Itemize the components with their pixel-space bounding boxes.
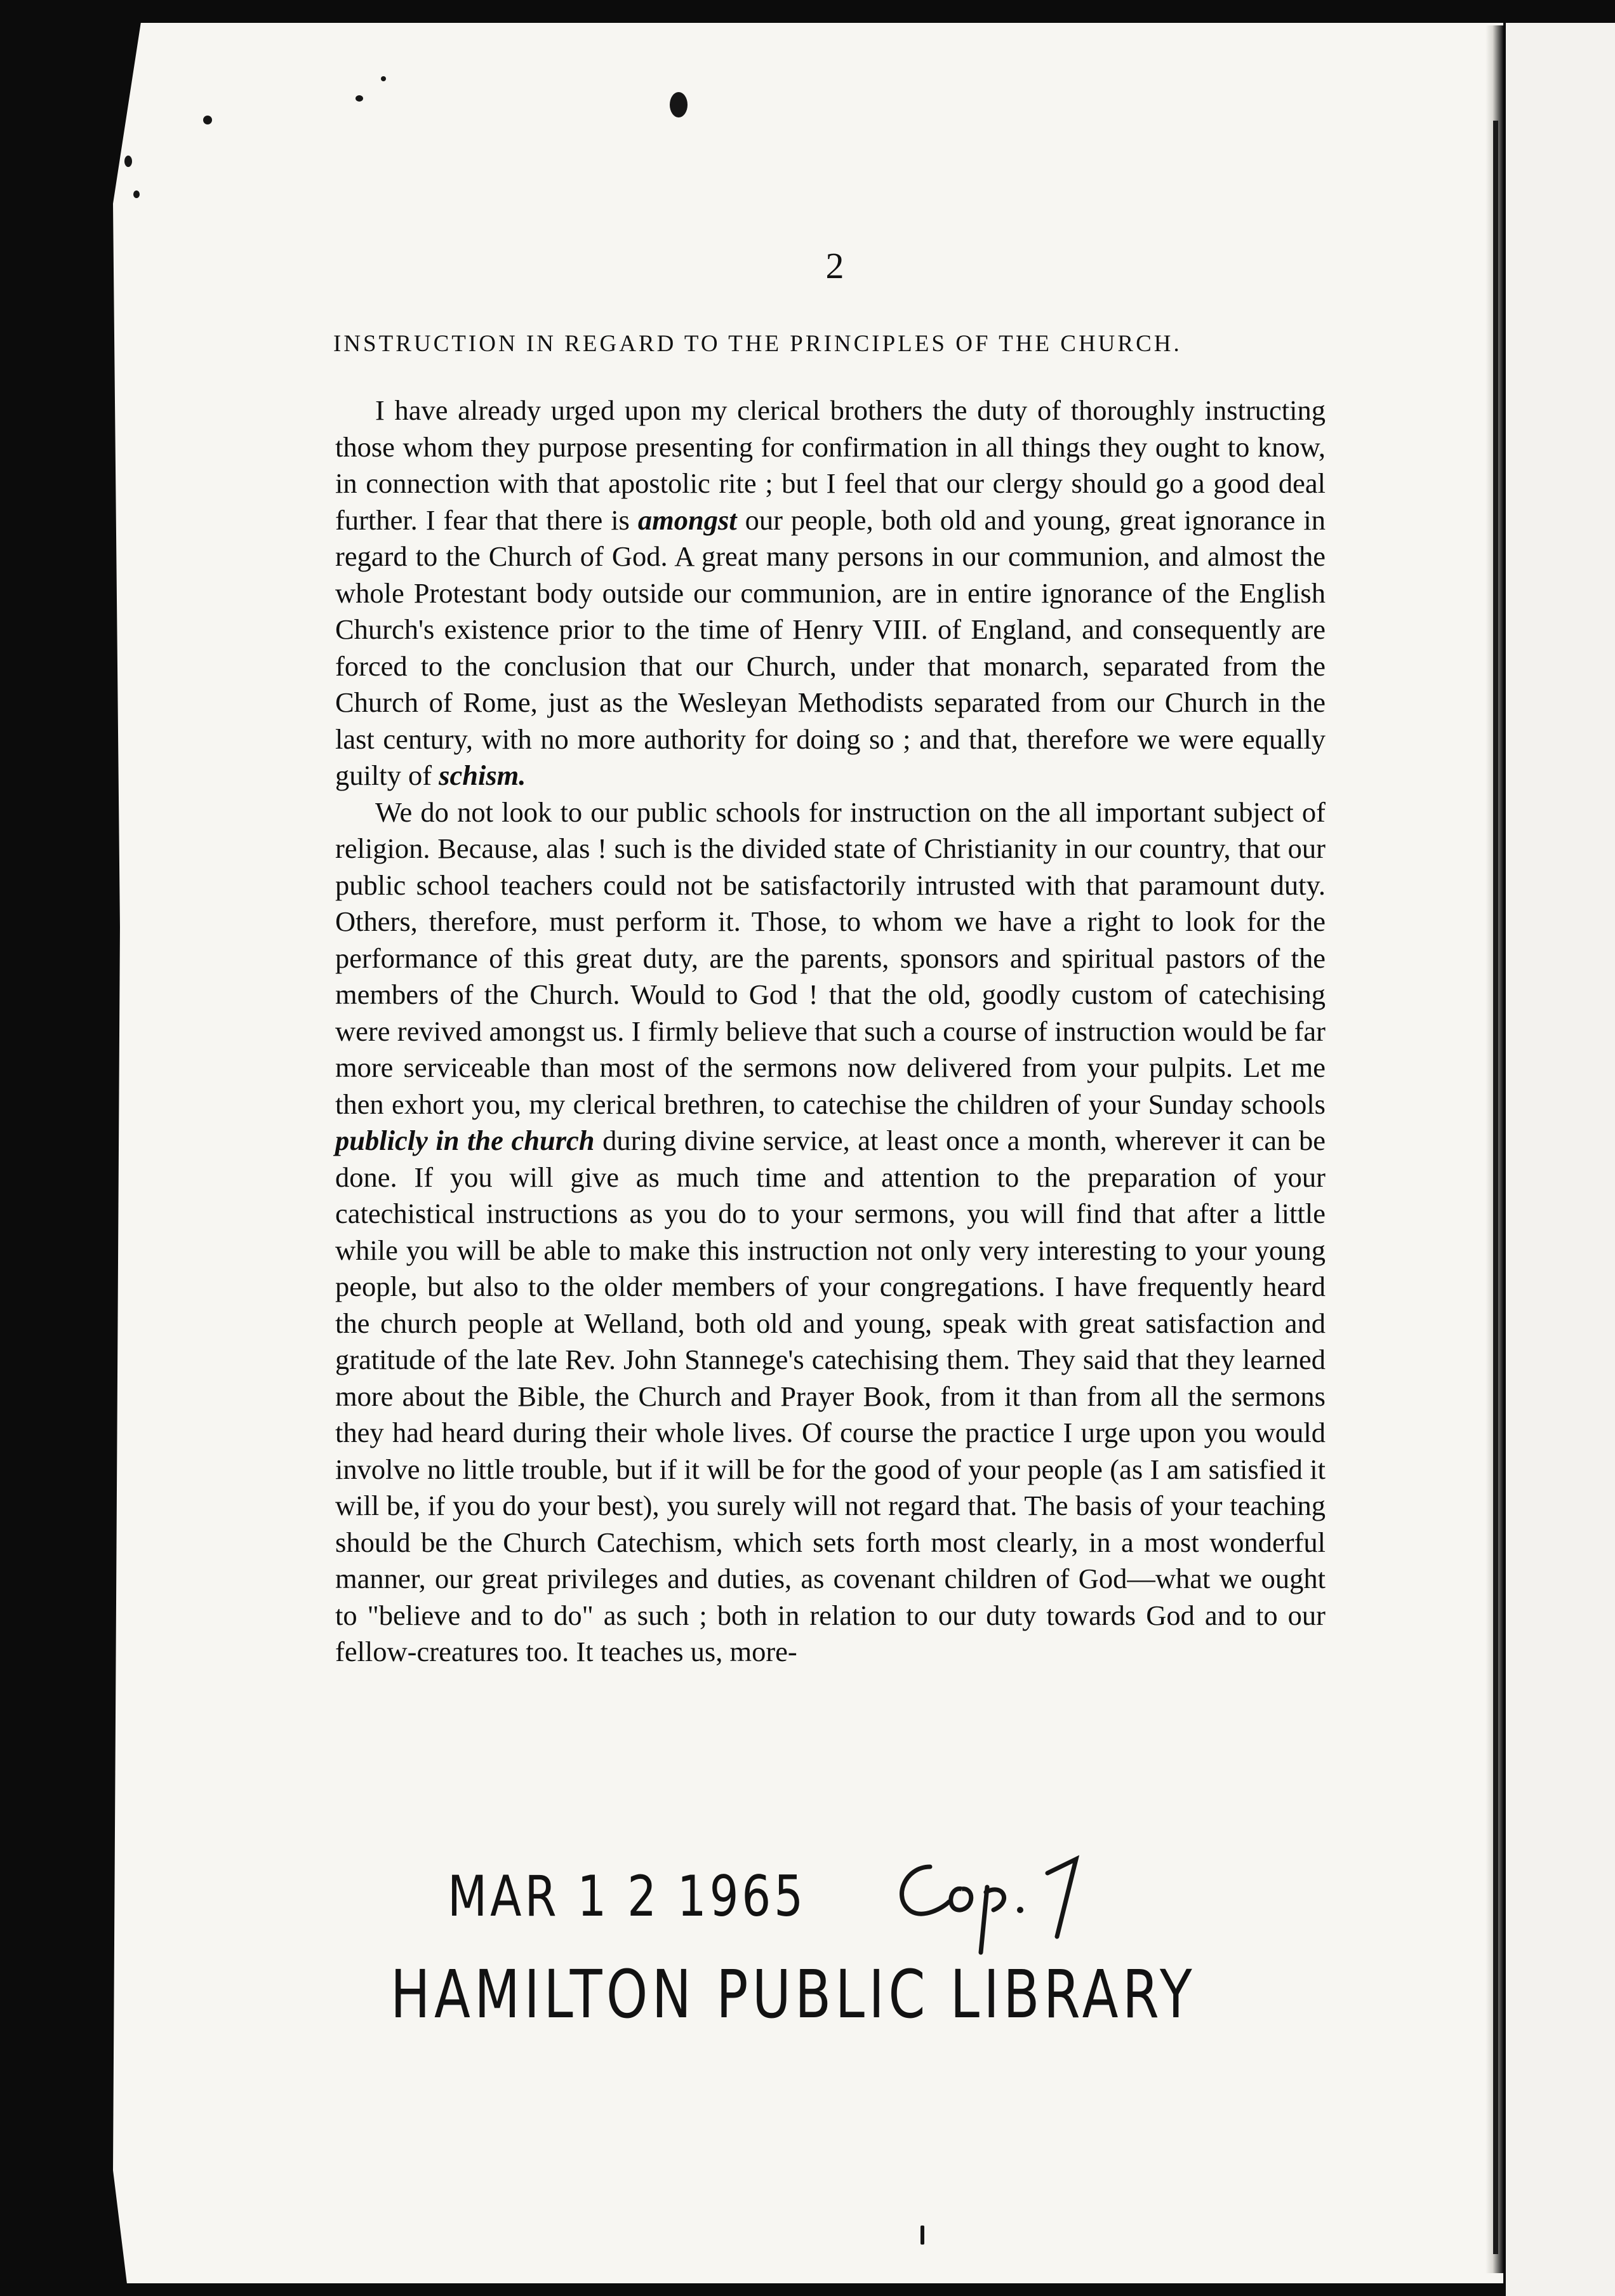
ink-speck (670, 92, 688, 117)
paragraph-1-text-a: I have already urged upon my clerical brothers the duty of thoroughly instructing those whom they purpose presenting for confirmation in all things they ought to know, in connection with that apostolic rite ; but I feel that our clergy should go a good deal further. I fear that there is (335, 394, 1326, 536)
gutter-line (1493, 121, 1498, 2254)
page-number: 2 (825, 245, 844, 286)
paragraph-1-emphasis-schism: schism. (439, 759, 526, 791)
adjacent-page-edge (1506, 23, 1615, 2296)
ink-speck (356, 95, 363, 102)
paragraph-2 (335, 794, 1326, 1671)
library-name-stamp: HAMILTON PUBLIC LIBRARY (390, 1956, 1197, 2033)
ink-speck (203, 116, 212, 124)
handwritten-copy-note (886, 1841, 1114, 1962)
paragraph-2-text-b: during divine service, at least once a month, wherever it can be done. If you will give as much time and attention to the preparation of your catechistical instructions as you do to your sermons, you will find that after a little while you will be able to make this instruction not only very interesting to your young people, but also to the older members of your congregations. I have frequently heard the church people at Welland, both old and young, speak with great satisfaction and gratitude of the late Rev. John Stannege's catechising them. They said that they learned more about the Bible, the Church and Prayer Book, from it than from all the sermons they had heard during their whole lives. Of course the practice I urge upon you would involve no little trouble, but if it will be for the good of your people (as I am satisfied it will be, if you do your best), you surely will not regard that. The basis of your teaching should be the Church Catechism, which sets forth most clearly, in a most wonderful manner, our great privileges and duties, as covenant children of God—what we ought to "believe and to do" as such ; both in relation to our duty towards God and to our fellow-creatures too. It teaches us, more- (335, 1125, 1326, 1667)
paragraph-2-text-a: We do not look to our public schools for instruction on the all important subject of religion. Because, alas ! such is the divided state of Christianity in our country, that our public school teachers could not be satisfactorily intrusted with that paramount duty. Others, therefore, must perform it. Those, to whom we have a right to look for the performance of this great duty, are the parents, sponsors and spiritual pastors of the members of the Church. Would to God ! that the old, goodly custom of catechising were revived amongst us. I firmly believe that such a course of instruction would be far more serviceable than most of the sermons now delivered from your pulpits. Let me then exhort you, my clerical brethren, to catechise the children of your Sunday schools (335, 796, 1326, 1120)
paragraph-1-text-b: our people, both old and young, great ignorance in regard to the Church of God. A great many persons in our communion, and almost the whole Protestant body outside our communion, are in entire ignorance of the English Church's existence prior to the time of Henry VIII. of England, and consequently are forced to the conclusion that our Church, under that monarch, separated from the Church of Rome, just as the Wesleyan Methodists separated from our Church in the last century, with no more authority for doing so ; and that, therefore we were equally guilty of (335, 504, 1326, 791)
section-heading: INSTRUCTION IN REGARD TO THE PRINCIPLES OF THE CHURCH. (333, 331, 1182, 357)
paragraph-1-emphasis-amongst: amongst (637, 504, 737, 536)
library-date-stamp: MAR 1 2 1965 (448, 1864, 807, 1929)
ink-speck (124, 156, 132, 167)
ink-speck (381, 76, 386, 81)
ink-speck (920, 2226, 924, 2245)
body-text (335, 392, 1326, 1671)
paragraph-2-emphasis-publicly: publicly in the church (335, 1125, 595, 1156)
ink-speck (133, 190, 140, 198)
paragraph-1 (335, 392, 1326, 794)
